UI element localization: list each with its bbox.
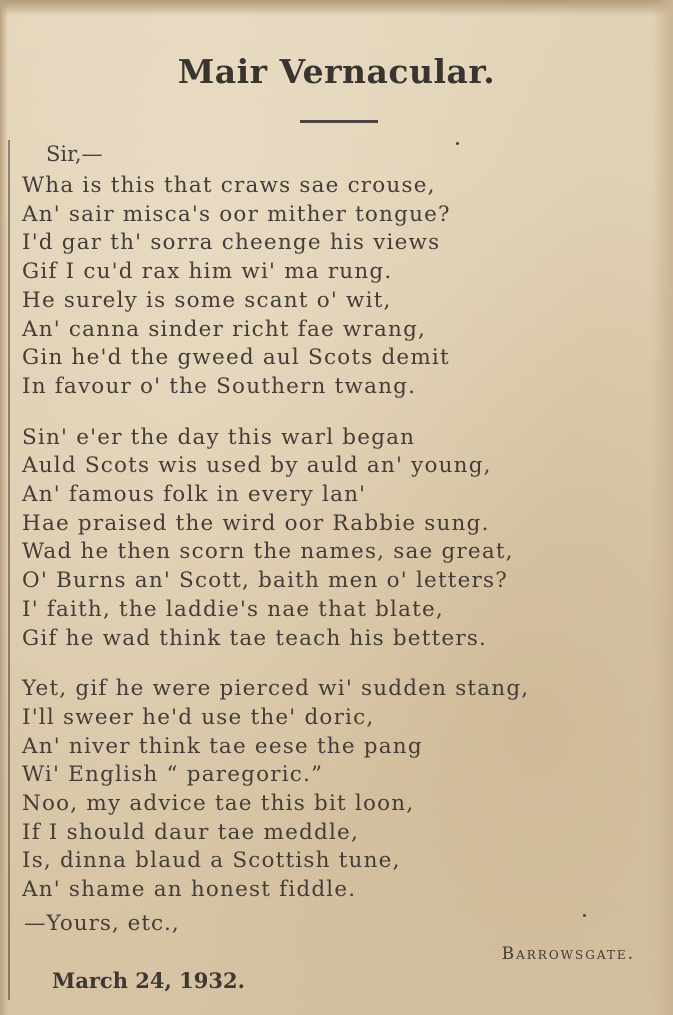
poem-line: Yet, gif he were pierced wi' sudden stang,: [22, 676, 530, 702]
poem-line: Wad he then scorn the names, sae great,: [22, 539, 514, 565]
title-divider: [300, 120, 378, 123]
poem-body: [22, 172, 652, 927]
print-speck: [583, 914, 586, 917]
poem-line: Sin' e'er the day this warl began: [22, 424, 416, 450]
poem-line: An' famous folk in every lan': [22, 482, 367, 508]
print-speck: [456, 142, 459, 145]
poem-line: He surely is some scant o' wit,: [22, 287, 392, 313]
poem-line: Wi' English “ paregoric.”: [22, 762, 324, 788]
poem-line: Auld Scots wis used by auld an' young,: [22, 453, 492, 479]
poem-line: If I should daur tae meddle,: [22, 819, 359, 845]
signoff: —Yours, etc.,: [24, 911, 180, 936]
poem-line: In favour o' the Southern twang.: [22, 373, 417, 399]
stanza-3: [22, 675, 652, 905]
poem-line: An' canna sinder richt fae wrang,: [22, 316, 427, 342]
poem-line: Is, dinna blaud a Scottish tune,: [22, 848, 401, 874]
stanza-1: [22, 172, 652, 402]
paper-edge-right: [651, 0, 673, 1015]
poem-line: An' shame an honest fiddle.: [22, 877, 357, 903]
poem-line: An' sair misca's oor mither tongue?: [22, 201, 451, 227]
poem-title: Mair Vernacular.: [177, 52, 496, 91]
publication-date: March 24, 1932.: [52, 968, 245, 993]
poem-line: Wha is this that craws sae crouse,: [22, 173, 436, 198]
author-signature: Barrowsgate.: [501, 944, 635, 964]
poem-line: Gin he'd the gweed aul Scots demit: [22, 345, 450, 371]
poem-line: An' niver think tae eese the pang: [22, 733, 423, 759]
paper-edge-left: [0, 0, 8, 1015]
poem-line: I' faith, the laddie's nae that blate,: [22, 596, 444, 622]
salutation: Sir,—: [46, 142, 103, 166]
poem-line: I'll sweer he'd use the' doric,: [22, 704, 375, 730]
poem-line: Gif he wad think tae teach his betters.: [22, 625, 488, 651]
poem-line: Hae praised the wird oor Rabbie sung.: [22, 510, 490, 536]
stanza-2: [22, 424, 652, 654]
poem-line: O' Burns an' Scott, baith men o' letters?: [22, 568, 508, 594]
poem-line: Noo, my advice tae this bit loon,: [22, 791, 415, 817]
paper-edge-top: [0, 0, 673, 16]
poem-line: Gif I cu'd rax him wi' ma rung.: [22, 259, 393, 285]
poem-line: I'd gar th' sorra cheenge his views: [22, 230, 441, 256]
column-margin-rule: [8, 140, 10, 1000]
